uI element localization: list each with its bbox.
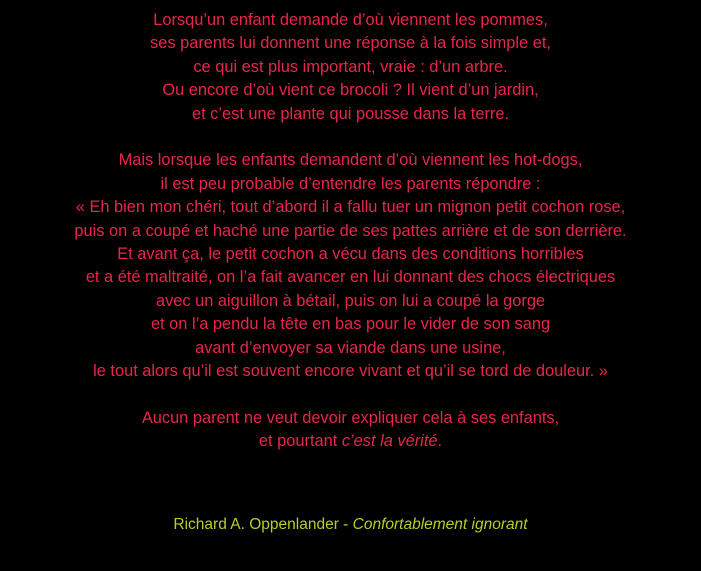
- attribution-book-title: Confortablement ignorant: [352, 516, 528, 533]
- quote-line: et c’est une plante qui pousse dans la terre.: [191, 104, 510, 123]
- quote-line: et a été maltraité, on l’a fait avancer en lui donnant des chocs électriques: [85, 268, 616, 287]
- quote-line: ses parents lui donnent une réponse à la fois simple et,: [150, 34, 551, 53]
- attribution: [0, 513, 701, 537]
- quote-line: ce qui est plus important, vraie : d’un arbre.: [193, 57, 508, 76]
- quote-line-final: [0, 430, 701, 453]
- paragraph-gap: [0, 383, 701, 406]
- quote-line: le tout alors qu’il est souvent encore vivant et qu’il se tord de douleur. »: [93, 362, 608, 381]
- quote-line: et on l’a pendu la tête en bas pour le vider de son sang: [150, 315, 551, 334]
- quote-line: Lorsqu’un enfant demande d’où viennent les pommes,: [153, 11, 548, 29]
- attribution-author: Richard A. Oppenlander -: [173, 516, 353, 533]
- quote-line: Ou encore d’où vient ce brocoli ? Il vient d’un jardin,: [162, 81, 539, 100]
- quote-line: « Eh bien mon chéri, tout d’abord il a fallu tuer un mignon petit cochon rose,: [75, 198, 626, 217]
- quote-line: Mais lorsque les enfants demandent d’où viennent les hot-dogs,: [118, 151, 583, 170]
- quote-line: il est peu probable d’entendre les parents répondre :: [160, 174, 541, 193]
- quote-line: Aucun parent ne veut devoir expliquer cela à ses enfants,: [141, 408, 560, 427]
- quote-line: Et avant ça, le petit cochon a vécu dans des conditions horribles: [117, 245, 584, 264]
- quote-line: avant d’envoyer sa viande dans une usine,: [195, 338, 506, 357]
- paragraph-gap: [0, 126, 701, 149]
- quote-emphasis: c’est la vérité: [341, 432, 438, 451]
- quote-line: puis on a coupé et haché une partie de ses pattes arrière et de son derrière.: [74, 221, 627, 240]
- quote-final-suffix: .: [437, 432, 443, 451]
- quote-final-prefix: et pourtant: [258, 432, 342, 451]
- quote-line: avec un aiguillon à bétail, puis on lui a coupé la gorge: [155, 291, 546, 310]
